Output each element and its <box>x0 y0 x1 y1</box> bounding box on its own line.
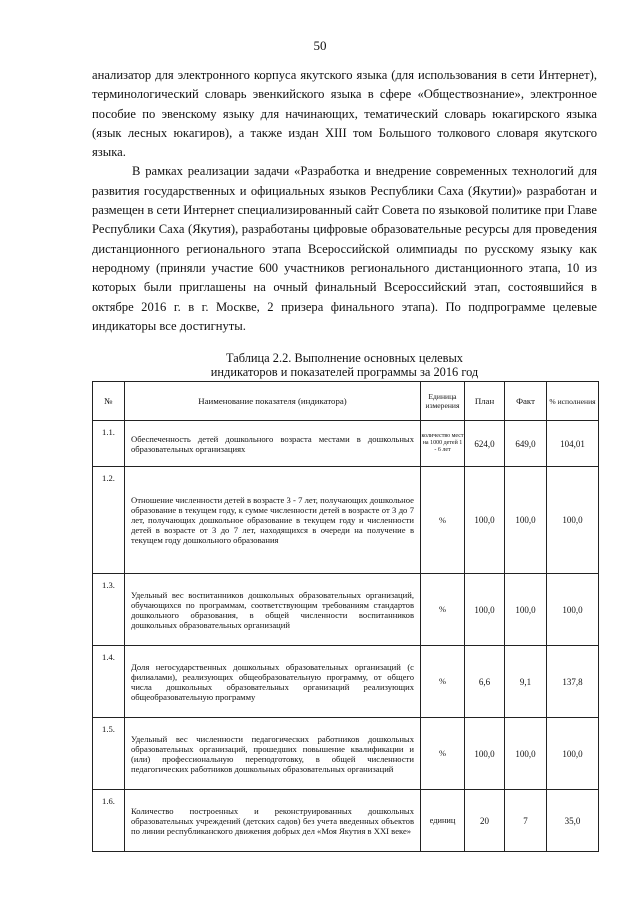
row-fact: 100,0 <box>505 467 547 574</box>
header-name: Наименование показателя (индикатора) <box>125 382 421 421</box>
row-num: 1.3. <box>93 574 125 646</box>
table-row <box>93 421 599 467</box>
row-num: 1.1. <box>93 421 125 467</box>
row-num: 1.5. <box>93 718 125 790</box>
header-num: № <box>93 382 125 421</box>
page-number: 50 <box>313 38 327 53</box>
row-plan: 6,6 <box>465 646 505 718</box>
row-indicator-name: Удельный вес численности педагогических работников дошкольных образовательных организаций, прошедших повышение квалификации и (или) профессиональную переподготовку, в общей численности педагогических работников дошкольных образовательных организаций <box>125 718 421 790</box>
row-plan: 100,0 <box>465 467 505 574</box>
table-row <box>93 790 599 852</box>
table-header-row <box>93 382 599 421</box>
table-row <box>93 718 599 790</box>
row-fact: 9,1 <box>505 646 547 718</box>
table-caption-line1: Таблица 2.2. Выполнение основных целевых <box>225 351 464 365</box>
row-percent: 137,8 <box>547 646 599 718</box>
header-unit: Единица измерения <box>421 382 465 421</box>
row-indicator-name: Доля негосударственных дошкольных образовательных организаций (с филиалами), реализующих общеобразовательную программу, от общего числа дошкольных образовательных организаций реализующих общеобразовательную программу <box>125 646 421 718</box>
table-caption <box>92 351 597 379</box>
row-percent: 35,0 <box>547 790 599 852</box>
row-unit: % <box>421 574 465 646</box>
table-caption-line2: индикаторов и показателей программы за 2016 год <box>210 365 479 379</box>
row-indicator-name: Количество построенных и реконструированных дошкольных образовательных учреждений (детских садов) без учета введенных объектов по линии республиканского движения добрых дел «Моя Якутия в XXI веке» <box>125 790 421 852</box>
row-fact: 100,0 <box>505 718 547 790</box>
indicators-table <box>92 381 599 852</box>
row-unit: % <box>421 646 465 718</box>
table-row <box>93 574 599 646</box>
row-unit: % <box>421 718 465 790</box>
row-indicator-name: Обеспеченность детей дошкольного возраста местами в дошкольных образовательных организациях <box>125 421 421 467</box>
row-plan: 100,0 <box>465 718 505 790</box>
header-fact: Факт <box>505 382 547 421</box>
row-unit: количество мест на 1000 детей 1 - 6 лет <box>421 421 465 467</box>
header-percent: % исполнения <box>547 382 599 421</box>
paragraph-implementation: В рамках реализации задачи «Разработка и внедрение современных технологий для развития государственных и официальных языков Республики Саха (Якутии)» разработан и размещен в сети Интернет специализированный сайт Совета по языковой политике при Главе Республики Саха (Якутия), разработаны цифровые образовательные ресурсы для проведения дистанционного регионального этапа Всероссийской олимпиады по русскому языку как неродному (приняли участие 600 участников регионального дистанционного этапа, 10 из которых были приглашены на очный финальный Всероссийский этап, состоявшийся в октябре 2016 г. в г. Москве, 2 призера финального этапа). По подпрограмме целевые индикаторы все достигнуты. <box>92 164 597 333</box>
row-plan: 20 <box>465 790 505 852</box>
row-plan: 624,0 <box>465 421 505 467</box>
row-indicator-name: Отношение численности детей в возрасте 3 - 7 лет, получающих дошкольное образование в текущем году, к сумме численности детей в возрасте от 3 до 7 лет, получающих дошкольное образование в текущем году и численности детей в возрасте от 3 до 7 лет, находящихся в очереди на получение в текущем году дошкольного образования <box>125 467 421 574</box>
row-num: 1.2. <box>93 467 125 574</box>
table-row <box>93 467 599 574</box>
row-fact: 7 <box>505 790 547 852</box>
row-unit: % <box>421 467 465 574</box>
row-unit: единиц <box>421 790 465 852</box>
row-plan: 100,0 <box>465 574 505 646</box>
table-row <box>93 646 599 718</box>
row-percent: 100,0 <box>547 718 599 790</box>
row-percent: 100,0 <box>547 467 599 574</box>
row-num: 1.4. <box>93 646 125 718</box>
header-plan: План <box>465 382 505 421</box>
row-percent: 100,0 <box>547 574 599 646</box>
body-text <box>92 66 597 336</box>
row-indicator-name: Удельный вес воспитанников дошкольных образовательных организаций, обучающихся по программам, соответствующим требованиям стандартов дошкольного образования, в общей численности воспитанников дошкольных образовательных организаций <box>125 574 421 646</box>
row-fact: 649,0 <box>505 421 547 467</box>
paragraph-continuation: анализатор для электронного корпуса якутского языка (для использования в сети Интернет), терминологический словарь эвенкийского языка в сфере «Обществознание», электронное пособие по эвенскому языку для начинающих, тематический словарь юкагирского языка (язык лесных юкагиров), а также издан XIII том Большого толкового словаря якутского языка. <box>92 68 597 160</box>
row-fact: 100,0 <box>505 574 547 646</box>
row-num: 1.6. <box>93 790 125 852</box>
row-percent: 104,01 <box>547 421 599 467</box>
